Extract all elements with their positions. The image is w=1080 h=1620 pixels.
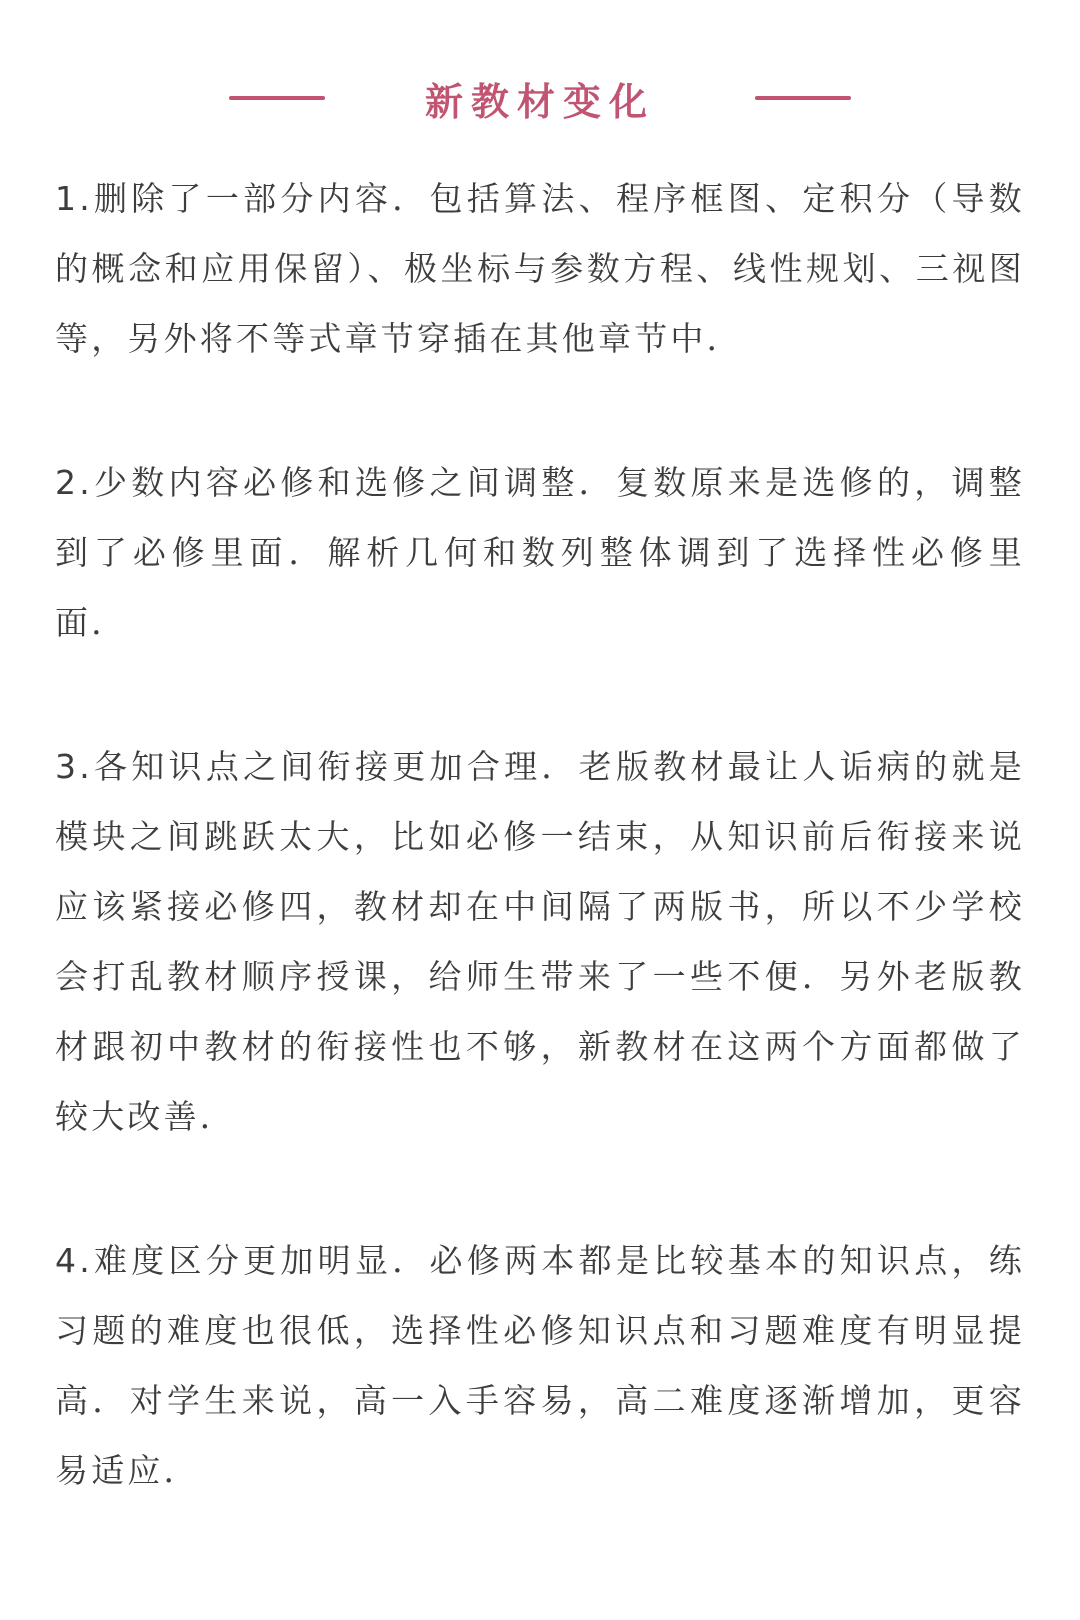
left-divider-line [229, 96, 325, 100]
section-header [0, 66, 1080, 130]
paragraph-2: 2.少数内容必修和选修之间调整．复数原来是选修的，调整到了必修里面．解析几何和数列整体调到了选择性必修里面． [55, 463, 1025, 642]
paragraph-1: 1.删除了一部分内容．包括算法、程序框图、定积分（导数的概念和应用保留）、极坐标与参数方程、线性规划、三视图等，另外将不等式章节穿插在其他章节中． [55, 179, 1025, 358]
right-divider-line [755, 96, 851, 100]
article-body [55, 164, 1025, 1580]
paragraph-4: 4.难度区分更加明显．必修两本都是比较基本的知识点，练习题的难度也很低，选择性必修知识点和习题难度有明显提高．对学生来说，高一入手容易，高二难度逐渐增加，更容易适应． [55, 1241, 1025, 1490]
paragraph-3: 3.各知识点之间衔接更加合理．老版教材最让人诟病的就是模块之间跳跃太大，比如必修一结束，从知识前后衔接来说应该紧接必修四，教材却在中间隔了两版书，所以不少学校会打乱教材顺序授课，给师生带来了一些不便．另外老版教材跟初中教材的衔接性也不够，新教材在这两个方面都做了较大改善． [55, 747, 1025, 1136]
section-title: 新教材变化 [424, 79, 655, 124]
